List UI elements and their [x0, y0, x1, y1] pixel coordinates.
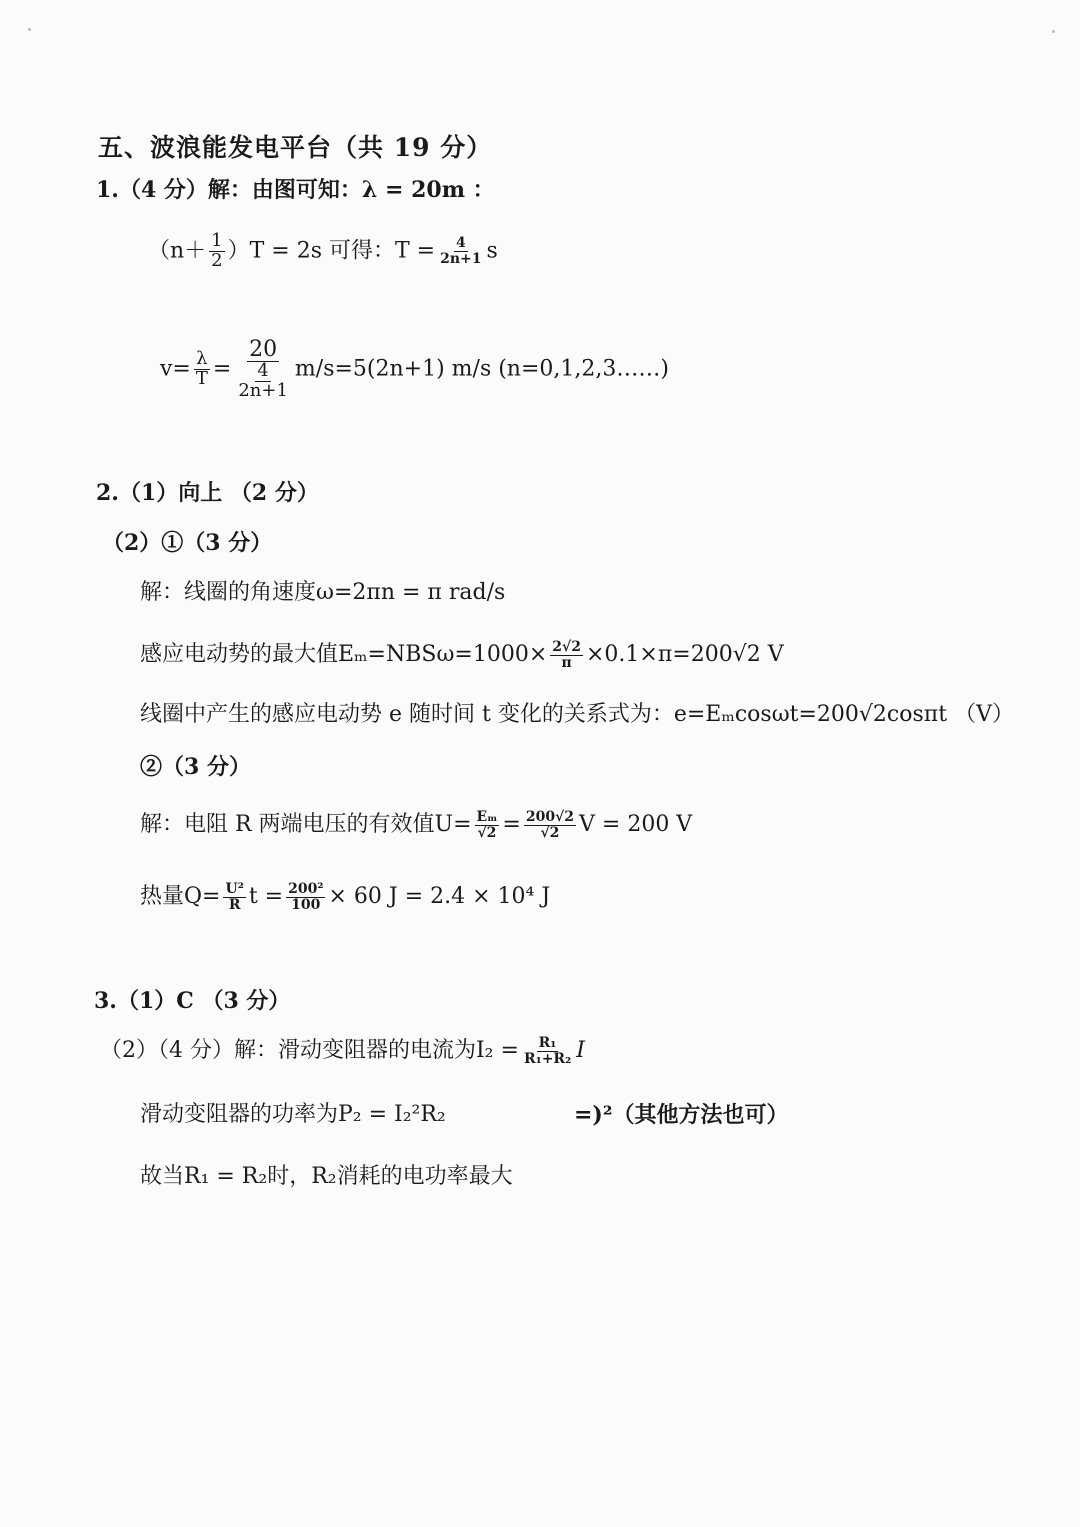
frac-den: 2	[211, 249, 223, 271]
q1-speed-eq: =	[212, 356, 232, 382]
q2-voltage-fraction	[524, 810, 576, 840]
q2-voltage-result: V = 200 V	[579, 812, 693, 838]
frac-num: 200²	[288, 881, 324, 897]
frac-den: 2n+1	[440, 250, 482, 267]
q2-part2-heading: （2）①（3 分）	[102, 530, 273, 556]
frac-den: π	[561, 654, 572, 671]
frac-num: λ	[196, 348, 208, 370]
q1-lambda-over-T	[194, 350, 210, 389]
q2-em-over-root2	[475, 810, 500, 840]
scan-speck	[1052, 30, 1055, 33]
q3-current-symbol: I	[576, 1038, 585, 1064]
q1-period-text-a: （n＋	[148, 238, 207, 264]
frac-num: 4	[455, 235, 466, 252]
frac-den: T	[195, 367, 208, 389]
q1-period-unit: s	[486, 238, 498, 264]
frac-num: R₁	[538, 1035, 557, 1051]
q2-heat-text-b: t =	[248, 884, 284, 910]
frac-num: 1	[211, 230, 223, 251]
q2-heat	[140, 882, 550, 912]
q3-power-note: =)²（其他方法也可）	[574, 1102, 789, 1128]
frac-den: R₁+R₂	[523, 1050, 572, 1067]
frac-num: Eₘ	[476, 809, 498, 825]
frac-den: 2n+1	[238, 379, 288, 401]
q1-heading: 1.（4 分）解：由图可知：λ = 20m ：	[96, 177, 495, 203]
q3-current-text-a: （2）（4 分）解：滑动变阻器的电流为I₂ =	[100, 1038, 519, 1064]
q2-effective-voltage	[140, 810, 692, 840]
q2-part1: 2.（1）向上 （2 分）	[96, 480, 319, 506]
q2-heat-text-a: 热量Q=	[140, 884, 221, 910]
q2-heat-fraction	[286, 882, 325, 912]
q2-voltage-eq: =	[502, 812, 521, 838]
scan-speck	[28, 28, 31, 31]
section-title: 五、波浪能发电平台（共 19 分）	[98, 133, 493, 162]
q1-speed-result: m/s=5(2n+1) m/s (n=0,1,2,3……)	[294, 356, 669, 382]
q1-period-fraction	[438, 236, 483, 266]
q1-speed-equation	[160, 338, 669, 401]
q1-compound-fraction	[234, 338, 292, 401]
q2-max-emf-text-a: 感应电动势的最大值Eₘ=NBSω=1000×	[140, 642, 548, 668]
q2-u2-over-r	[223, 882, 245, 912]
q1-period-text-b: ）T = 2s 可得：T =	[227, 238, 436, 264]
frac-num: 4	[257, 360, 269, 382]
q2-part2-2-heading: ②（3 分）	[140, 754, 251, 780]
q2-emf-relation: 线圈中产生的感应电动势 e 随时间 t 变化的关系式为：e=Eₘcosωt=200√2cosπt （V）	[140, 702, 1014, 727]
q2-voltage-text-a: 解：电阻 R 两端电压的有效值U=	[140, 812, 472, 838]
q2-angular-velocity: 解：线圈的角速度ω=2πn = π rad/s	[140, 580, 506, 605]
frac-den: √2	[477, 824, 497, 841]
q3-part1: 3.（1）C （3 分）	[94, 988, 291, 1014]
q2-heat-result: × 60 J = 2.4 × 10⁴ J	[328, 884, 551, 910]
q3-power: 滑动变阻器的功率为P₂ = I₂²R₂	[140, 1102, 446, 1127]
q3-current-fraction	[522, 1036, 573, 1066]
frac-den: 100	[291, 896, 321, 913]
q3-current	[100, 1036, 585, 1066]
frac-num: 200√2	[525, 809, 575, 825]
frac-den: R	[228, 896, 241, 913]
q2-max-emf	[140, 640, 784, 670]
frac-den: √2	[540, 824, 560, 841]
q1-period-equation	[148, 232, 498, 271]
q3-conclusion: 故当R₁ = R₂时，R₂消耗的电功率最大	[140, 1164, 513, 1189]
frac-num: 2√2	[552, 639, 581, 655]
q1-inner-fraction	[236, 362, 290, 401]
q2-max-emf-text-b: ×0.1×π=200√2 V	[585, 642, 784, 668]
frac-den	[234, 362, 292, 401]
frac-num: 20	[249, 337, 278, 362]
q1-half-fraction	[209, 232, 224, 271]
frac-num: U²	[225, 881, 244, 897]
q2-emf-fraction	[550, 640, 583, 670]
q1-speed-text-a: v=	[160, 356, 191, 382]
